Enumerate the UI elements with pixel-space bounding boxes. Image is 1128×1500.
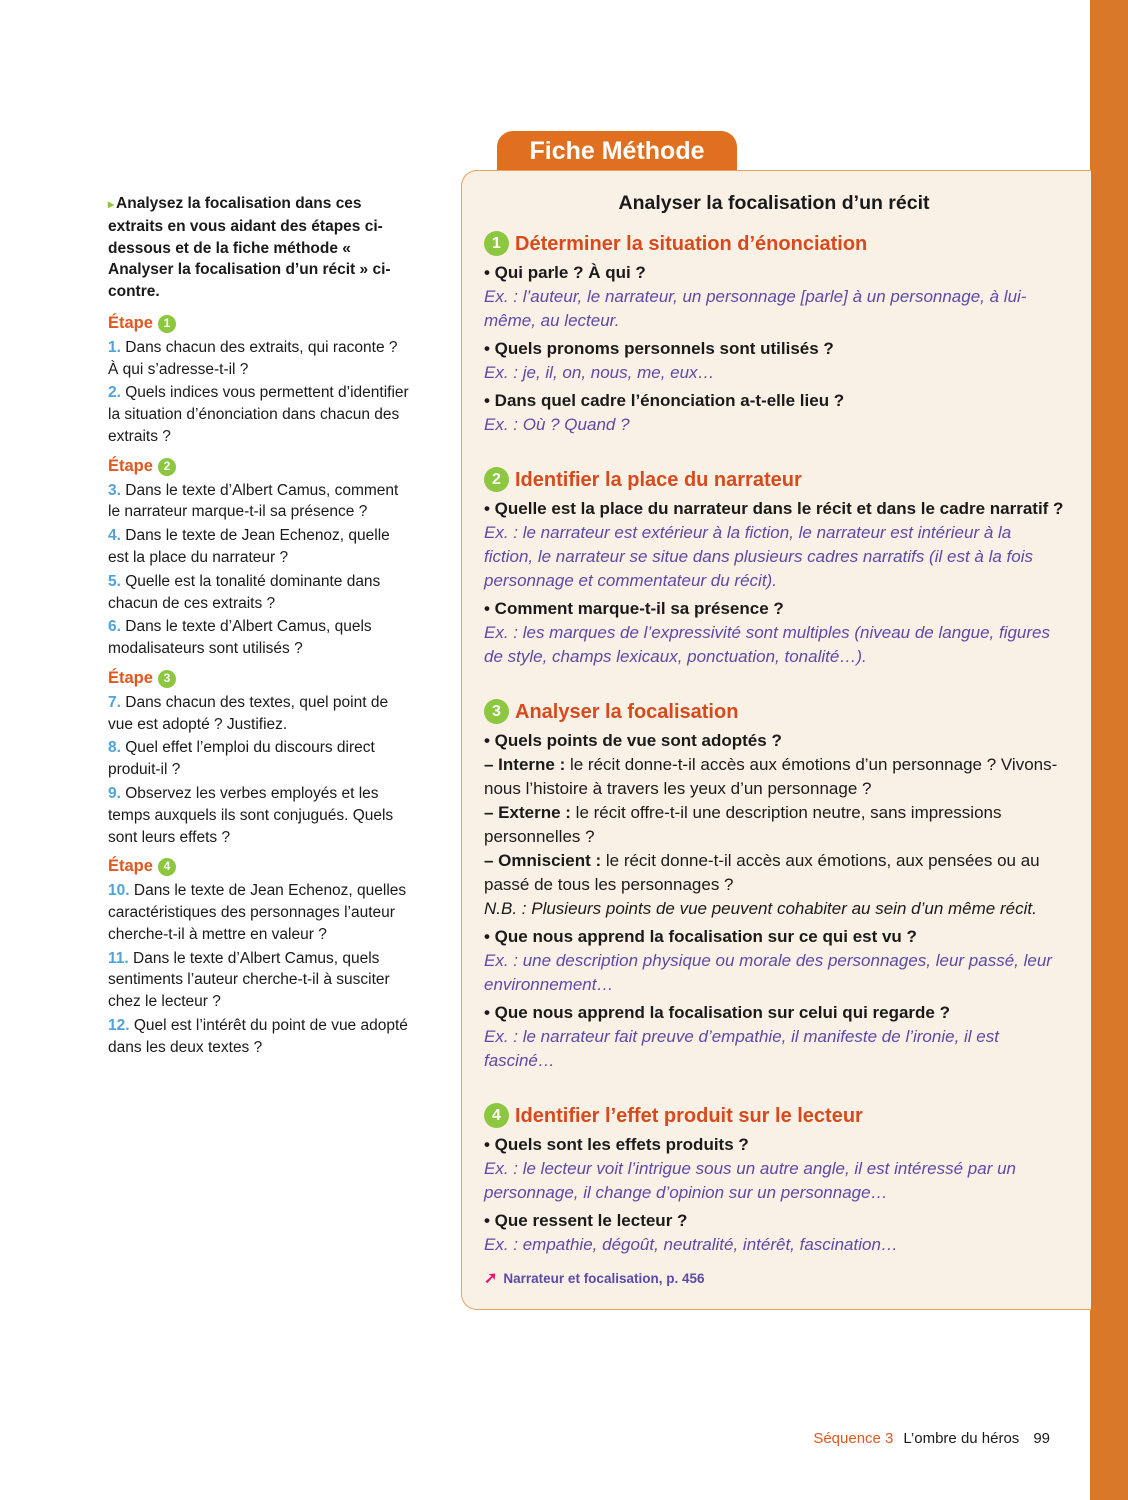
question: 2. Quels indices vous permettent d’identifier la situation d’énonciation dans chacun des extraits ?: [108, 384, 409, 445]
question: 5. Quelle est la tonalité dominante dans chacun de ces extraits ?: [108, 572, 381, 612]
question: 3. Dans le texte d’Albert Camus, comment le narrateur marque-t-il sa présence ?: [108, 481, 399, 521]
method-question: • Quels points de vue sont adoptés ?: [484, 731, 782, 750]
section-heading: 3 Analyser la focalisation: [484, 699, 1064, 724]
method-example: Ex. : les marques de l’expressivité sont multiples (niveau de langue, figures de style, champs lexicaux, ponctuation, tonalité…).: [484, 623, 1051, 666]
step-number-badge: 2: [158, 458, 176, 476]
section-heading: 4 Identifier l’effet produit sur le lecteur: [484, 1103, 1064, 1128]
chapter-title: L’ombre du héros: [903, 1430, 1020, 1447]
method-example: Ex. : Où ? Quand ?: [484, 415, 630, 434]
question: 4. Dans le texte de Jean Echenoz, quelle est la place du narrateur ?: [108, 527, 390, 566]
step-heading: Étape 4: [108, 856, 411, 878]
step-number-badge: 3: [158, 670, 176, 688]
method-question: • Quels pronoms personnels sont utilisés ?: [484, 339, 834, 358]
method-section-3: [484, 699, 1064, 1073]
method-example: Ex. : le narrateur fait preuve d’empathie, il manifeste de l’ironie, il est fasciné…: [484, 1027, 999, 1070]
section-heading: 1 Déterminer la situation d’énonciation: [484, 231, 1064, 256]
step-1: [108, 313, 411, 448]
fiche-methode-box: [461, 170, 1091, 1310]
step-number-badge: 1: [158, 315, 176, 333]
question: 9. Observez les verbes employés et les temps auxquels ils sont conjugués. Quels sont leurs effets ?: [108, 784, 394, 846]
section-heading: 2 Identifier la place du narrateur: [484, 467, 1064, 492]
exercise-column: [108, 193, 411, 1060]
method-example: Ex. : je, il, on, nous, me, eux…: [484, 363, 715, 382]
question: 11. Dans le texte d’Albert Camus, quels sentiments l’auteur cherche-t-il à susciter chez le lecteur ?: [108, 949, 390, 1011]
method-question: • Comment marque-t-il sa présence ?: [484, 599, 784, 618]
cross-reference-link[interactable]: ➚ Narrateur et focalisation, p. 456: [484, 1267, 1064, 1291]
method-question: • Que nous apprend la focalisation sur ce qui est vu ?: [484, 927, 917, 946]
question: 10. Dans le texte de Jean Echenoz, quelles caractéristiques des personnages l’auteur cherche-t-il à mettre en valeur ?: [108, 882, 407, 943]
method-question: • Dans quel cadre l’énonciation a-t-elle lieu ?: [484, 391, 845, 410]
method-question: • Qui parle ? À qui ?: [484, 263, 646, 282]
section-number-badge: 2: [484, 467, 509, 492]
page-edge-band: [1090, 0, 1128, 1500]
method-example: Ex. : une description physique ou morale des personnages, leur passé, leur environnement…: [484, 951, 1052, 994]
question: 1. Dans chacun des extraits, qui raconte ? À qui s’adresse-t-il ?: [108, 338, 398, 378]
method-example: Ex. : empathie, dégoût, neutralité, intérêt, fascination…: [484, 1235, 898, 1254]
step-number-badge: 4: [158, 858, 176, 876]
fiche-title: Analyser la focalisation d’un récit: [618, 192, 930, 214]
page-footer: [813, 1430, 1050, 1447]
view-interne: – Interne : le récit donne-t-il accès aux émotions d’un personnage ? Vivons-nous l’histoire à travers les yeux d’un personnage ?: [484, 755, 1058, 798]
method-example: Ex. : le narrateur est extérieur à la fiction, le narrateur est intérieur à la fiction, le narrateur se situe dans plusieurs cadres narratifs (il est à la fois personnage et commentateur du récit).: [484, 523, 1033, 590]
step-2: [108, 456, 411, 660]
method-example: Ex. : le lecteur voit l’intrigue sous un autre angle, il est intéressé par un personnage, il change d’opinion sur un personnage…: [484, 1159, 1017, 1202]
arrow-down-right-icon: ➚: [484, 1270, 498, 1287]
method-section-1: [484, 231, 1064, 437]
view-omniscient: – Omniscient : le récit donne-t-il accès aux émotions, aux pensées ou au passé de tous les personnages ?: [484, 851, 1040, 894]
method-question: • Que nous apprend la focalisation sur celui qui regarde ?: [484, 1003, 950, 1022]
method-question: • Quels sont les effets produits ?: [484, 1135, 749, 1154]
fiche-methode-tab: Fiche Méthode: [497, 131, 737, 171]
section-number-badge: 4: [484, 1103, 509, 1128]
question: 12. Quel est l’intérêt du point de vue adopté dans les deux textes ?: [108, 1016, 408, 1056]
method-question: • Quelle est la place du narrateur dans le récit et dans le cadre narratif ?: [484, 499, 1064, 518]
note: N.B. : Plusieurs points de vue peuvent cohabiter au sein d’un même récit.: [484, 899, 1037, 918]
question: 7. Dans chacun des textes, quel point de vue est adopté ? Justifiez.: [108, 693, 389, 733]
section-number-badge: 1: [484, 231, 509, 256]
method-section-4: [484, 1103, 1064, 1257]
page-number: 99: [1033, 1430, 1050, 1447]
question: 8. Quel effet l’emploi du discours direct produit-il ?: [108, 739, 375, 779]
method-question: • Que ressent le lecteur ?: [484, 1211, 688, 1230]
step-3: [108, 668, 411, 848]
step-heading: Étape 1: [108, 313, 411, 335]
method-example: Ex. : l’auteur, le narrateur, un personnage [parle] à un personnage, à lui-même, au lecteur.: [484, 287, 1027, 330]
sequence-label: Séquence 3: [813, 1430, 894, 1447]
exercise-intro: ▸ Analysez la focalisation dans ces extraits en vous aidant des étapes ci-dessous et de la fiche méthode « Analyser la focalisation d’un récit » ci-contre.: [108, 195, 391, 301]
method-section-2: [484, 467, 1064, 669]
section-number-badge: 3: [484, 699, 509, 724]
view-externe: – Externe : le récit offre-t-il une description neutre, sans impressions personnelles ?: [484, 803, 1002, 846]
step-heading: Étape 3: [108, 668, 411, 690]
question: 6. Dans le texte d’Albert Camus, quels modalisateurs sont utilisés ?: [108, 618, 372, 658]
step-heading: Étape 2: [108, 456, 411, 478]
triangle-bullet-icon: ▸: [108, 197, 115, 211]
step-4: [108, 856, 411, 1058]
